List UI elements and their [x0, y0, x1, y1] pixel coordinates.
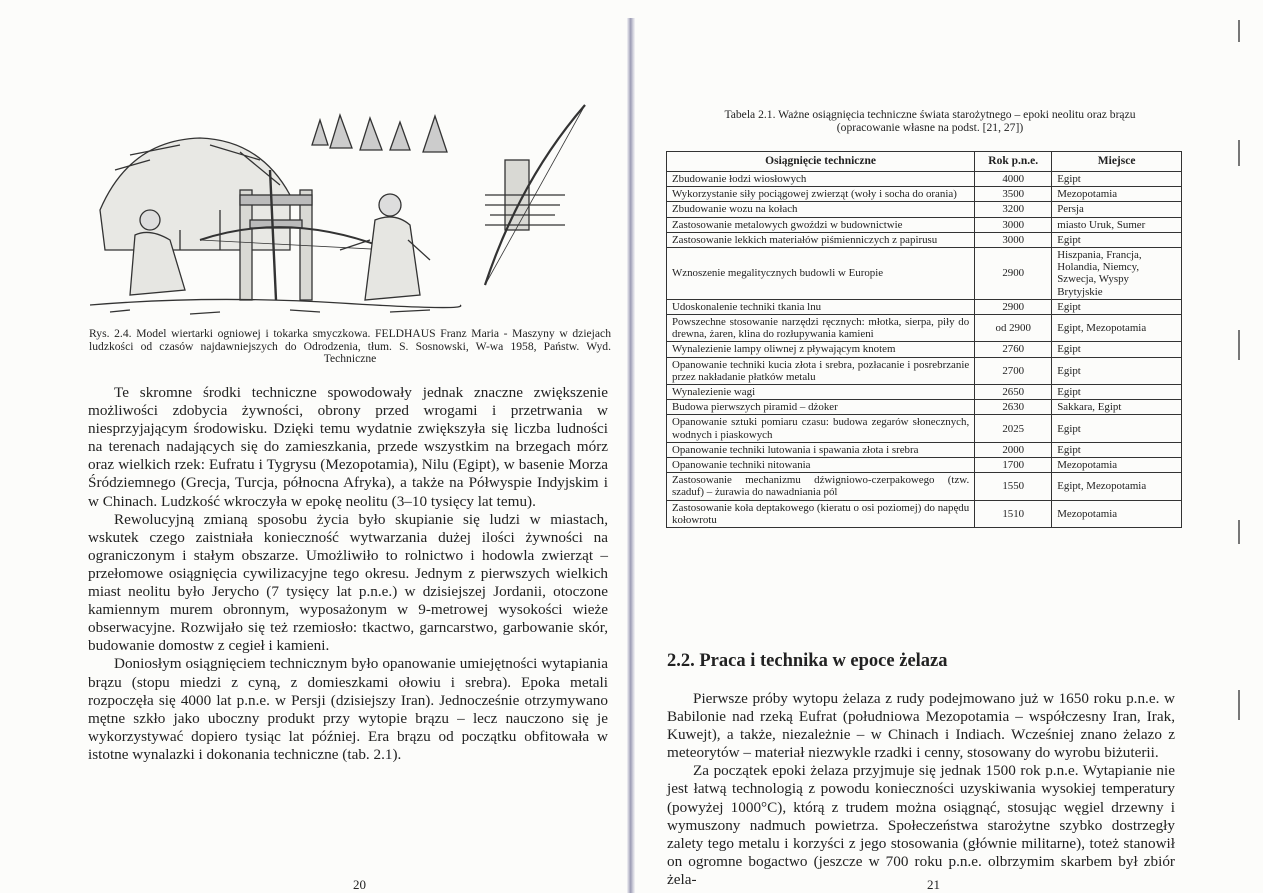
place-cell: Mezopotamia [1052, 500, 1182, 527]
place-cell: Egipt [1052, 385, 1182, 400]
place-cell: Egipt, Mezopotamia [1052, 315, 1182, 342]
table-header-row [667, 152, 1182, 172]
achievement-cell: Zbudowanie wozu na kołach [667, 202, 975, 217]
achievement-cell: Zastosowanie mechanizmu dźwigniowo-czerpakowego (tzw. szaduf) – żurawia do nawadniania pól [667, 473, 975, 500]
place-cell: Mezopotamia [1052, 187, 1182, 202]
year-cell: 1510 [975, 500, 1052, 527]
table-row [667, 442, 1182, 457]
achievement-cell: Wynalezienie lampy oliwnej z pływającym knotem [667, 342, 975, 357]
table-row [667, 473, 1182, 500]
table-caption [680, 108, 1180, 134]
table-row [667, 232, 1182, 247]
achievement-cell: Wznoszenie megalitycznych budowli w Europie [667, 248, 975, 300]
table-row [667, 187, 1182, 202]
year-cell: 2700 [975, 357, 1052, 384]
year-cell: 2650 [975, 385, 1052, 400]
paragraph: Pierwsze próby wytopu żelaza z rudy podejmowano już w 1650 roku p.n.e. w Babilonie nad rzeką Eufrat (południowa Mezopotamia – współczesny Iran, Irak, Kuwejt), a także, niezależnie – w Chinach i Indiach. Wcześniej znano żelazo z meteorytów – materiał niezwykle rzadki i cenny, stosowany do wyrobu biżuterii. [667, 690, 1175, 762]
table-row [667, 172, 1182, 187]
achievement-cell: Udoskonalenie techniki tkania lnu [667, 299, 975, 314]
column-header: Miejsce [1052, 152, 1182, 172]
place-cell: Egipt [1052, 442, 1182, 457]
achievements-table [666, 151, 1182, 528]
year-cell: 2630 [975, 400, 1052, 415]
table-row [667, 299, 1182, 314]
table-row [667, 217, 1182, 232]
place-cell: Persja [1052, 202, 1182, 217]
table-caption-line: Tabela 2.1. Ważne osiągnięcia techniczne świata starożytnego – epoki neolitu oraz brązu [724, 108, 1136, 121]
year-cell: 4000 [975, 172, 1052, 187]
table-row [667, 342, 1182, 357]
year-cell: 3000 [975, 217, 1052, 232]
table-row [667, 357, 1182, 384]
place-cell: Egipt [1052, 299, 1182, 314]
page-number: 20 [353, 877, 366, 892]
achievement-cell: Opanowanie sztuki pomiaru czasu: budowa zegarów słonecznych, wodnych i piaskowych [667, 415, 975, 442]
achievement-cell: Budowa pierwszych piramid – dżoker [667, 400, 975, 415]
year-cell: od 2900 [975, 315, 1052, 342]
achievement-cell: Zastosowanie koła deptakowego (kieratu o osi poziomej) do napędu kołowrotu [667, 500, 975, 527]
year-cell: 2025 [975, 415, 1052, 442]
year-cell: 3500 [975, 187, 1052, 202]
year-cell: 3200 [975, 202, 1052, 217]
place-cell: Egipt [1052, 232, 1182, 247]
table-row [667, 415, 1182, 442]
achievement-cell: Zastosowanie lekkich materiałów piśmienniczych z papirusu [667, 232, 975, 247]
page-number: 21 [927, 877, 940, 892]
table-row [667, 315, 1182, 342]
column-header: Rok p.n.e. [975, 152, 1052, 172]
achievement-cell: Wykorzystanie siły pociągowej zwierząt (woły i socha do orania) [667, 187, 975, 202]
achievement-cell: Opanowanie techniki kucia złota i srebra, pozłacanie i posrebrzanie przez nakładanie płatków metalu [667, 357, 975, 384]
achievement-cell: Opanowanie techniki nitowania [667, 458, 975, 473]
paragraph: Te skromne środki techniczne spowodowały jednak znaczne zwiększenie możliwości zdobycia żywności, obrony przed wrogami i przetrwania w niesprzyjającym środowisku. Dzięki temu wydatnie zwiększyła się liczba ludności na terenach nadających się do zamieszkania, przede wszystkim na brzegach mórz oraz wielkich rzek: Eufratu i Tygrysu (Mezopotamia), Nilu (Egipt), w basenie Morza Śródziemnego (Grecja, Turcja, północna Afryka), a także na Półwyspie Indyjskim i w Chinach. Ludzkość wkroczyła w epokę neolitu (3–10 tysięcy lat temu). [88, 384, 608, 510]
table-row [667, 400, 1182, 415]
place-cell: Mezopotamia [1052, 458, 1182, 473]
table-row [667, 500, 1182, 527]
place-cell: Egipt [1052, 357, 1182, 384]
paragraph: Doniosłym osiągnięciem technicznym było opanowanie umiejętności wytapiania brązu (stopu miedzi z cyną, z domieszkami ołowiu i srebra). Epoka metali rozpoczęła się 4000 lat p.n.e. w Persji (dzisiejszy Iran). Jednocześnie otrzymywano mętne szkło jako uboczny produkt przy wytopie brązu – lecz nauczono się je wykorzystywać dopiero tysiąc lat później. Era brązu od początku obfitowała w istotne wynalazki i dokonania techniczne (tab. 2.1). [88, 655, 608, 763]
place-cell: Egipt [1052, 172, 1182, 187]
table-row [667, 248, 1182, 300]
year-cell: 2760 [975, 342, 1052, 357]
place-cell: Hiszpania, Francja, Holandia, Niemcy, Szwecja, Wyspy Brytyjskie [1052, 248, 1182, 300]
table-row [667, 385, 1182, 400]
year-cell: 2900 [975, 299, 1052, 314]
place-cell: Sakkara, Egipt [1052, 400, 1182, 415]
year-cell: 2000 [975, 442, 1052, 457]
table-row [667, 202, 1182, 217]
place-cell: Egipt [1052, 342, 1182, 357]
achievement-cell: Powszechne stosowanie narzędzi ręcznych: młotka, sierpa, piły do drewna, żaren, klina do rozłupywania kamieni [667, 315, 975, 342]
section-heading: 2.2. Praca i technika w epoce żelaza [667, 651, 948, 671]
place-cell: miasto Uruk, Sumer [1052, 217, 1182, 232]
table-caption-line: (opracowanie własne na podst. [21, 27]) [836, 121, 1024, 134]
paragraph: Za początek epoki żelaza przyjmuje się jednak 1500 rok p.n.e. Wytapianie nie jest łatwą technologią z powodu konieczności uzyskiwania wysokiej temperatury (powyżej 1000°C), którą z trudem można osiągnąć, stosując węgiel drzewny i wymuszony nadmuch powietrza. Społeczeństwa starożytne szybko dostrzegły zalety tego metalu i korzyści z jego stosowania (głównie militarne), toteż stanowił on ogromne bogactwo (jeszcze w 700 roku p.n.e. olbrzymim skarbem był zbiór żela- [667, 762, 1175, 888]
paragraph: Rewolucyjną zmianą sposobu życia było skupianie się ludzi w miastach, wskutek czego zaistniała konieczność wytwarzania dużej ilości żywności na ograniczonym i stałym obszarze. Umożliwiło to rolnictwo i hodowla zwierząt – przełomowe osiągnięcia cywilizacyjne tego okresu. Jednym z pierwszych wielkich miast neolitu było Jerycho (7 tysięcy lat p.n.e.) w dzisiejszej Jordanii, otoczone kamiennym murem obronnym, wyposażonym w 9-metrowej wysokości wieże obserwacyjne. Rozwijało się też rzemiosło: tkactwo, garncarstwo, garbowanie skór, budowanie domostw z cegieł i kamieni. [88, 510, 608, 655]
year-cell: 1700 [975, 458, 1052, 473]
column-header: Osiągnięcie techniczne [667, 152, 975, 172]
year-cell: 1550 [975, 473, 1052, 500]
achievement-cell: Zastosowanie metalowych gwoździ w budownictwie [667, 217, 975, 232]
table-row [667, 458, 1182, 473]
right-body-text [667, 690, 1175, 889]
year-cell: 2900 [975, 248, 1052, 300]
achievement-cell: Opanowanie techniki lutowania i spawania złota i srebra [667, 442, 975, 457]
figure-caption: Rys. 2.4. Model wiertarki ogniowej i tokarka smyczkowa. FELDHAUS Franz Maria - Maszyny w dziejach ludzkości od czasów najdawniejszych do Odrodzenia, tłum. S. Sosnowski, W-wa 1958, Państw. Wyd. Techniczne [89, 327, 611, 366]
achievement-cell: Wynalezienie wagi [667, 385, 975, 400]
year-cell: 3000 [975, 232, 1052, 247]
achievement-cell: Zbudowanie łodzi wiosłowych [667, 172, 975, 187]
place-cell: Egipt [1052, 415, 1182, 442]
place-cell: Egipt, Mezopotamia [1052, 473, 1182, 500]
